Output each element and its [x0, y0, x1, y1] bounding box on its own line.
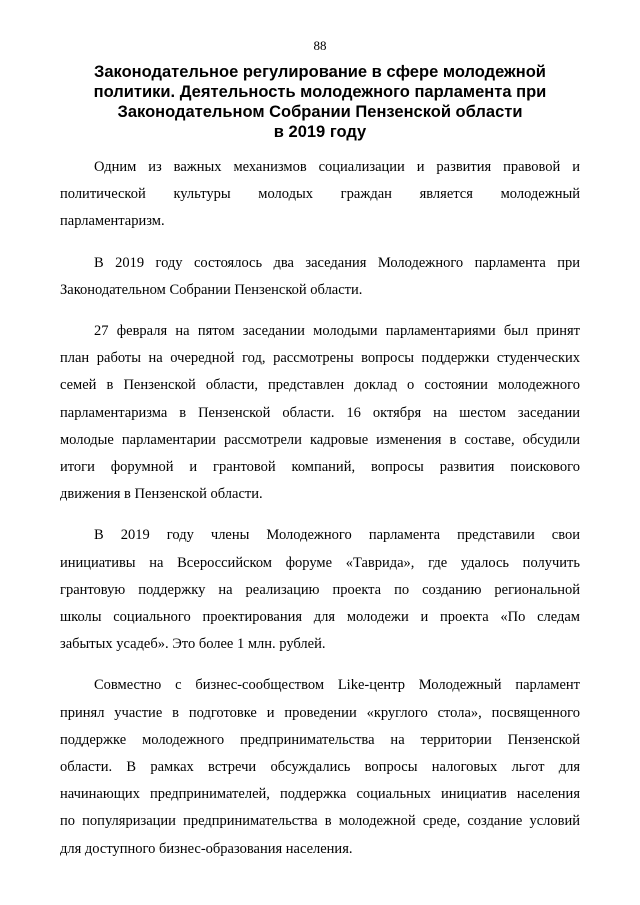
text-line: В 2019 году члены Молодежного парламента представили свои	[94, 527, 580, 544]
text-line: семей в Пензенской области, представлен доклад о состоянии молодежного	[60, 377, 580, 394]
text-line: начинающих предпринимателей, поддержка социальных инициатив населения	[60, 786, 580, 803]
text-line: школы социального проектирования для молодежи и проекта «По следам	[60, 609, 580, 626]
text-line: В 2019 году состоялось два заседания Молодежного парламента при	[94, 254, 580, 271]
page-number: 88	[313, 38, 327, 53]
text-line: области. В рамках встречи обсуждались вопросы налоговых льгот для	[60, 759, 580, 776]
text-line: 27 февраля на пятом заседании молодыми парламентариями был принят	[94, 323, 580, 340]
text-line: парламентаризма в Пензенской области. 16 октября на шестом заседании	[60, 404, 580, 421]
text-line: политической культуры молодых граждан является молодежный	[60, 186, 580, 203]
heading-line: в 2019 году	[273, 123, 367, 141]
text-line: принял участие в подготовке и проведении «круглого стола», посвященного	[60, 704, 580, 721]
heading-line: политики. Деятельность молодежного парламента при	[93, 83, 547, 101]
paragraph-tavrida-forum	[60, 522, 580, 658]
heading-line: Законодательное регулирование в сфере молодежной	[94, 63, 546, 81]
text-line: движения в Пензенской области.	[60, 486, 263, 503]
paragraph-sessions-count	[60, 250, 580, 304]
paragraph-sessions-details	[60, 318, 580, 508]
text-line: Одним из важных механизмов социализации и развития правовой и	[94, 159, 580, 175]
body-text	[60, 154, 580, 877]
text-line: поддержке молодежного предпринимательства на территории Пензенской	[60, 731, 580, 748]
text-line: инициативы на Всероссийском форуме «Таврида», где удалось получить	[60, 554, 580, 571]
paragraph-youth-parliamentarism	[60, 154, 580, 236]
text-line: план работы на очередной год, рассмотрены вопросы поддержки студенческих	[60, 350, 580, 367]
heading-line: Законодательном Собрании Пензенской области	[117, 103, 523, 121]
text-line: по популяризации предпринимательства в молодежной среде, создание условий	[60, 813, 580, 830]
text-line: для доступного бизнес-образования населения.	[60, 840, 353, 857]
text-line: забытых усадеб». Это более 1 млн. рублей.	[60, 636, 326, 653]
text-line: молодые парламентарии рассмотрели кадровые изменения в составе, обсудили	[60, 431, 580, 448]
section-heading	[60, 62, 580, 142]
paragraph-round-table	[60, 672, 580, 862]
text-line: грантовую поддержку на реализацию проекта по созданию региональной	[60, 581, 580, 598]
text-line: итоги форумной и грантовой компаний, вопросы развития поискового	[60, 459, 580, 476]
text-line: Законодательном Собрании Пензенской области.	[60, 281, 363, 298]
text-line: парламентаризм.	[60, 213, 165, 230]
text-line: Совместно с бизнес-сообществом Like-центр Молодежный парламент	[94, 677, 580, 694]
